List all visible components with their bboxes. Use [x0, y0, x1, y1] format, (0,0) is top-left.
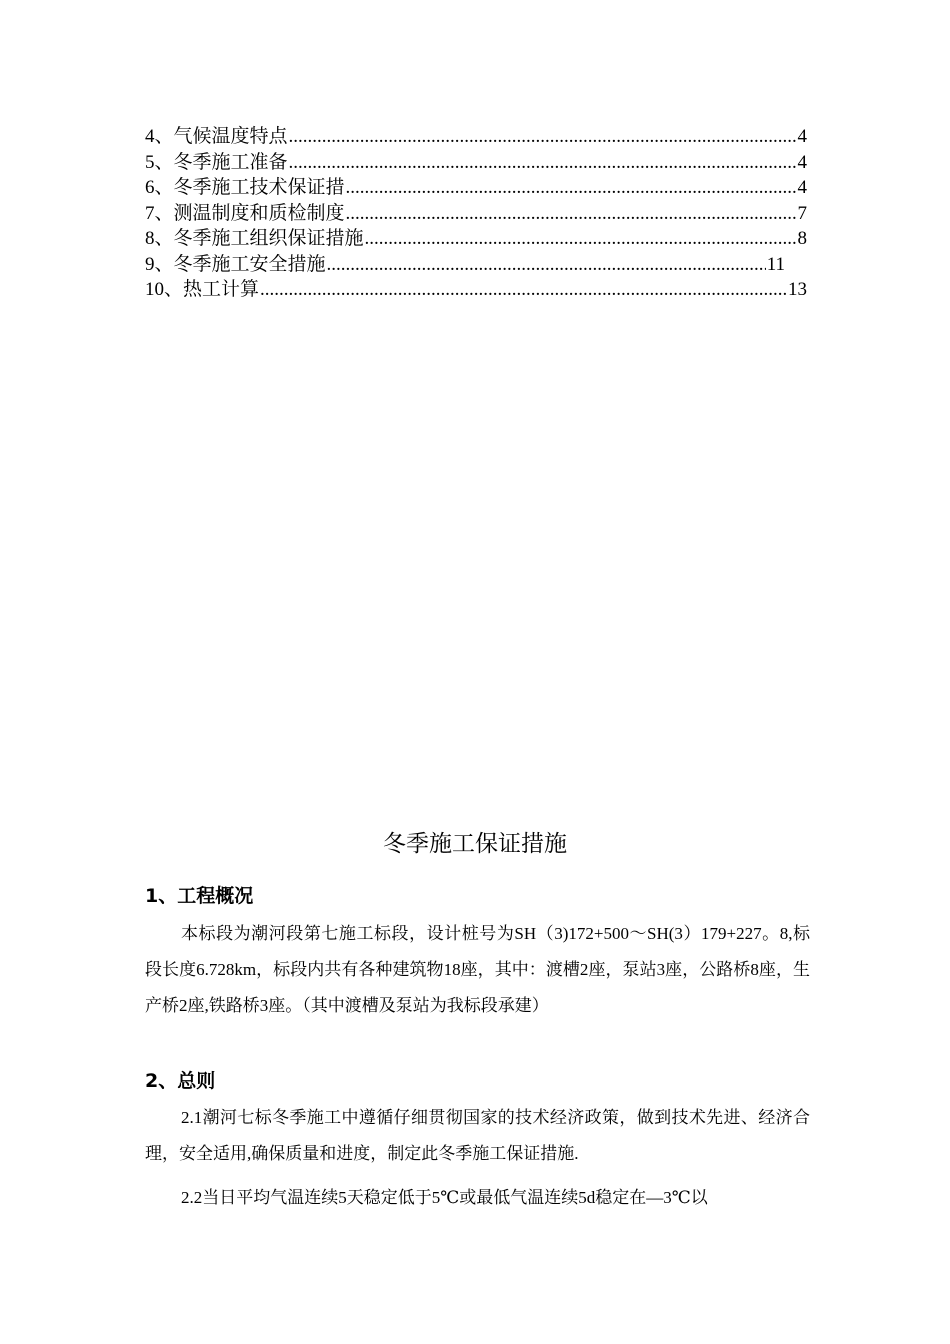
toc-leader-dots	[327, 252, 766, 278]
toc-leader-dots	[289, 124, 797, 150]
toc-entry-page: 7	[797, 202, 807, 224]
toc-entry[interactable]	[145, 124, 807, 150]
section-heading: 1、工程概况	[145, 885, 254, 907]
section-paragraph: 本标段为潮河段第七施工标段，设计桩号为SH（3)172+500～SH(3）179+227。8,标段长度6.728km，标段内共有各种建筑物18座，其中：渡槽2座，泵站3座，公路桥8座，生产桥2座,铁路桥3座。（其中渡槽及泵站为我标段承建）	[145, 924, 810, 1015]
toc-entry[interactable]	[145, 150, 807, 176]
toc-entry[interactable]	[145, 201, 807, 227]
toc-entry-title: 4、气候温度特点	[145, 126, 288, 147]
toc-entry[interactable]	[145, 175, 807, 201]
toc-leader-dots	[346, 175, 797, 201]
toc-leader-dots	[346, 201, 797, 227]
section-paragraph: 2.1潮河七标冬季施工中遵循仔细贯彻国家的技术经济政策，做到技术先进、经济合理，安全适用,确保质量和进度，制定此冬季施工保证措施.	[145, 1108, 810, 1163]
toc-entry[interactable]	[145, 277, 807, 303]
toc-entry-page: 11	[766, 253, 785, 275]
toc-leader-dots	[365, 226, 797, 252]
toc-leader-dots	[289, 150, 797, 176]
toc-entry-page: 8	[797, 228, 807, 249]
toc-entry[interactable]	[145, 252, 785, 278]
toc-entry-title: 5、冬季施工准备	[145, 151, 288, 173]
section-paragraph: 2.2当日平均气温连续5天稳定低于5℃或最低气温连续5d稳定在—3℃以	[181, 1188, 708, 1207]
toc-entry-title: 7、测温制度和质检制度	[145, 202, 345, 224]
toc-entry-page: 4	[797, 126, 807, 147]
table-of-contents	[145, 124, 807, 303]
toc-entry-title: 6、冬季施工技术保证措	[145, 177, 345, 198]
toc-entry[interactable]	[145, 226, 807, 252]
toc-entry-title: 8、冬季施工组织保证措施	[145, 228, 364, 249]
document-title: 冬季施工保证措施	[383, 831, 567, 857]
section-heading: 2、总则	[145, 1070, 216, 1092]
toc-entry-page: 4	[797, 151, 807, 173]
toc-entry-title: 9、冬季施工安全措施	[145, 253, 326, 275]
toc-entry-title: 10、热工计算	[145, 279, 260, 300]
toc-leader-dots	[260, 277, 787, 303]
toc-entry-page: 4	[797, 177, 807, 198]
toc-entry-page: 13	[788, 279, 807, 300]
